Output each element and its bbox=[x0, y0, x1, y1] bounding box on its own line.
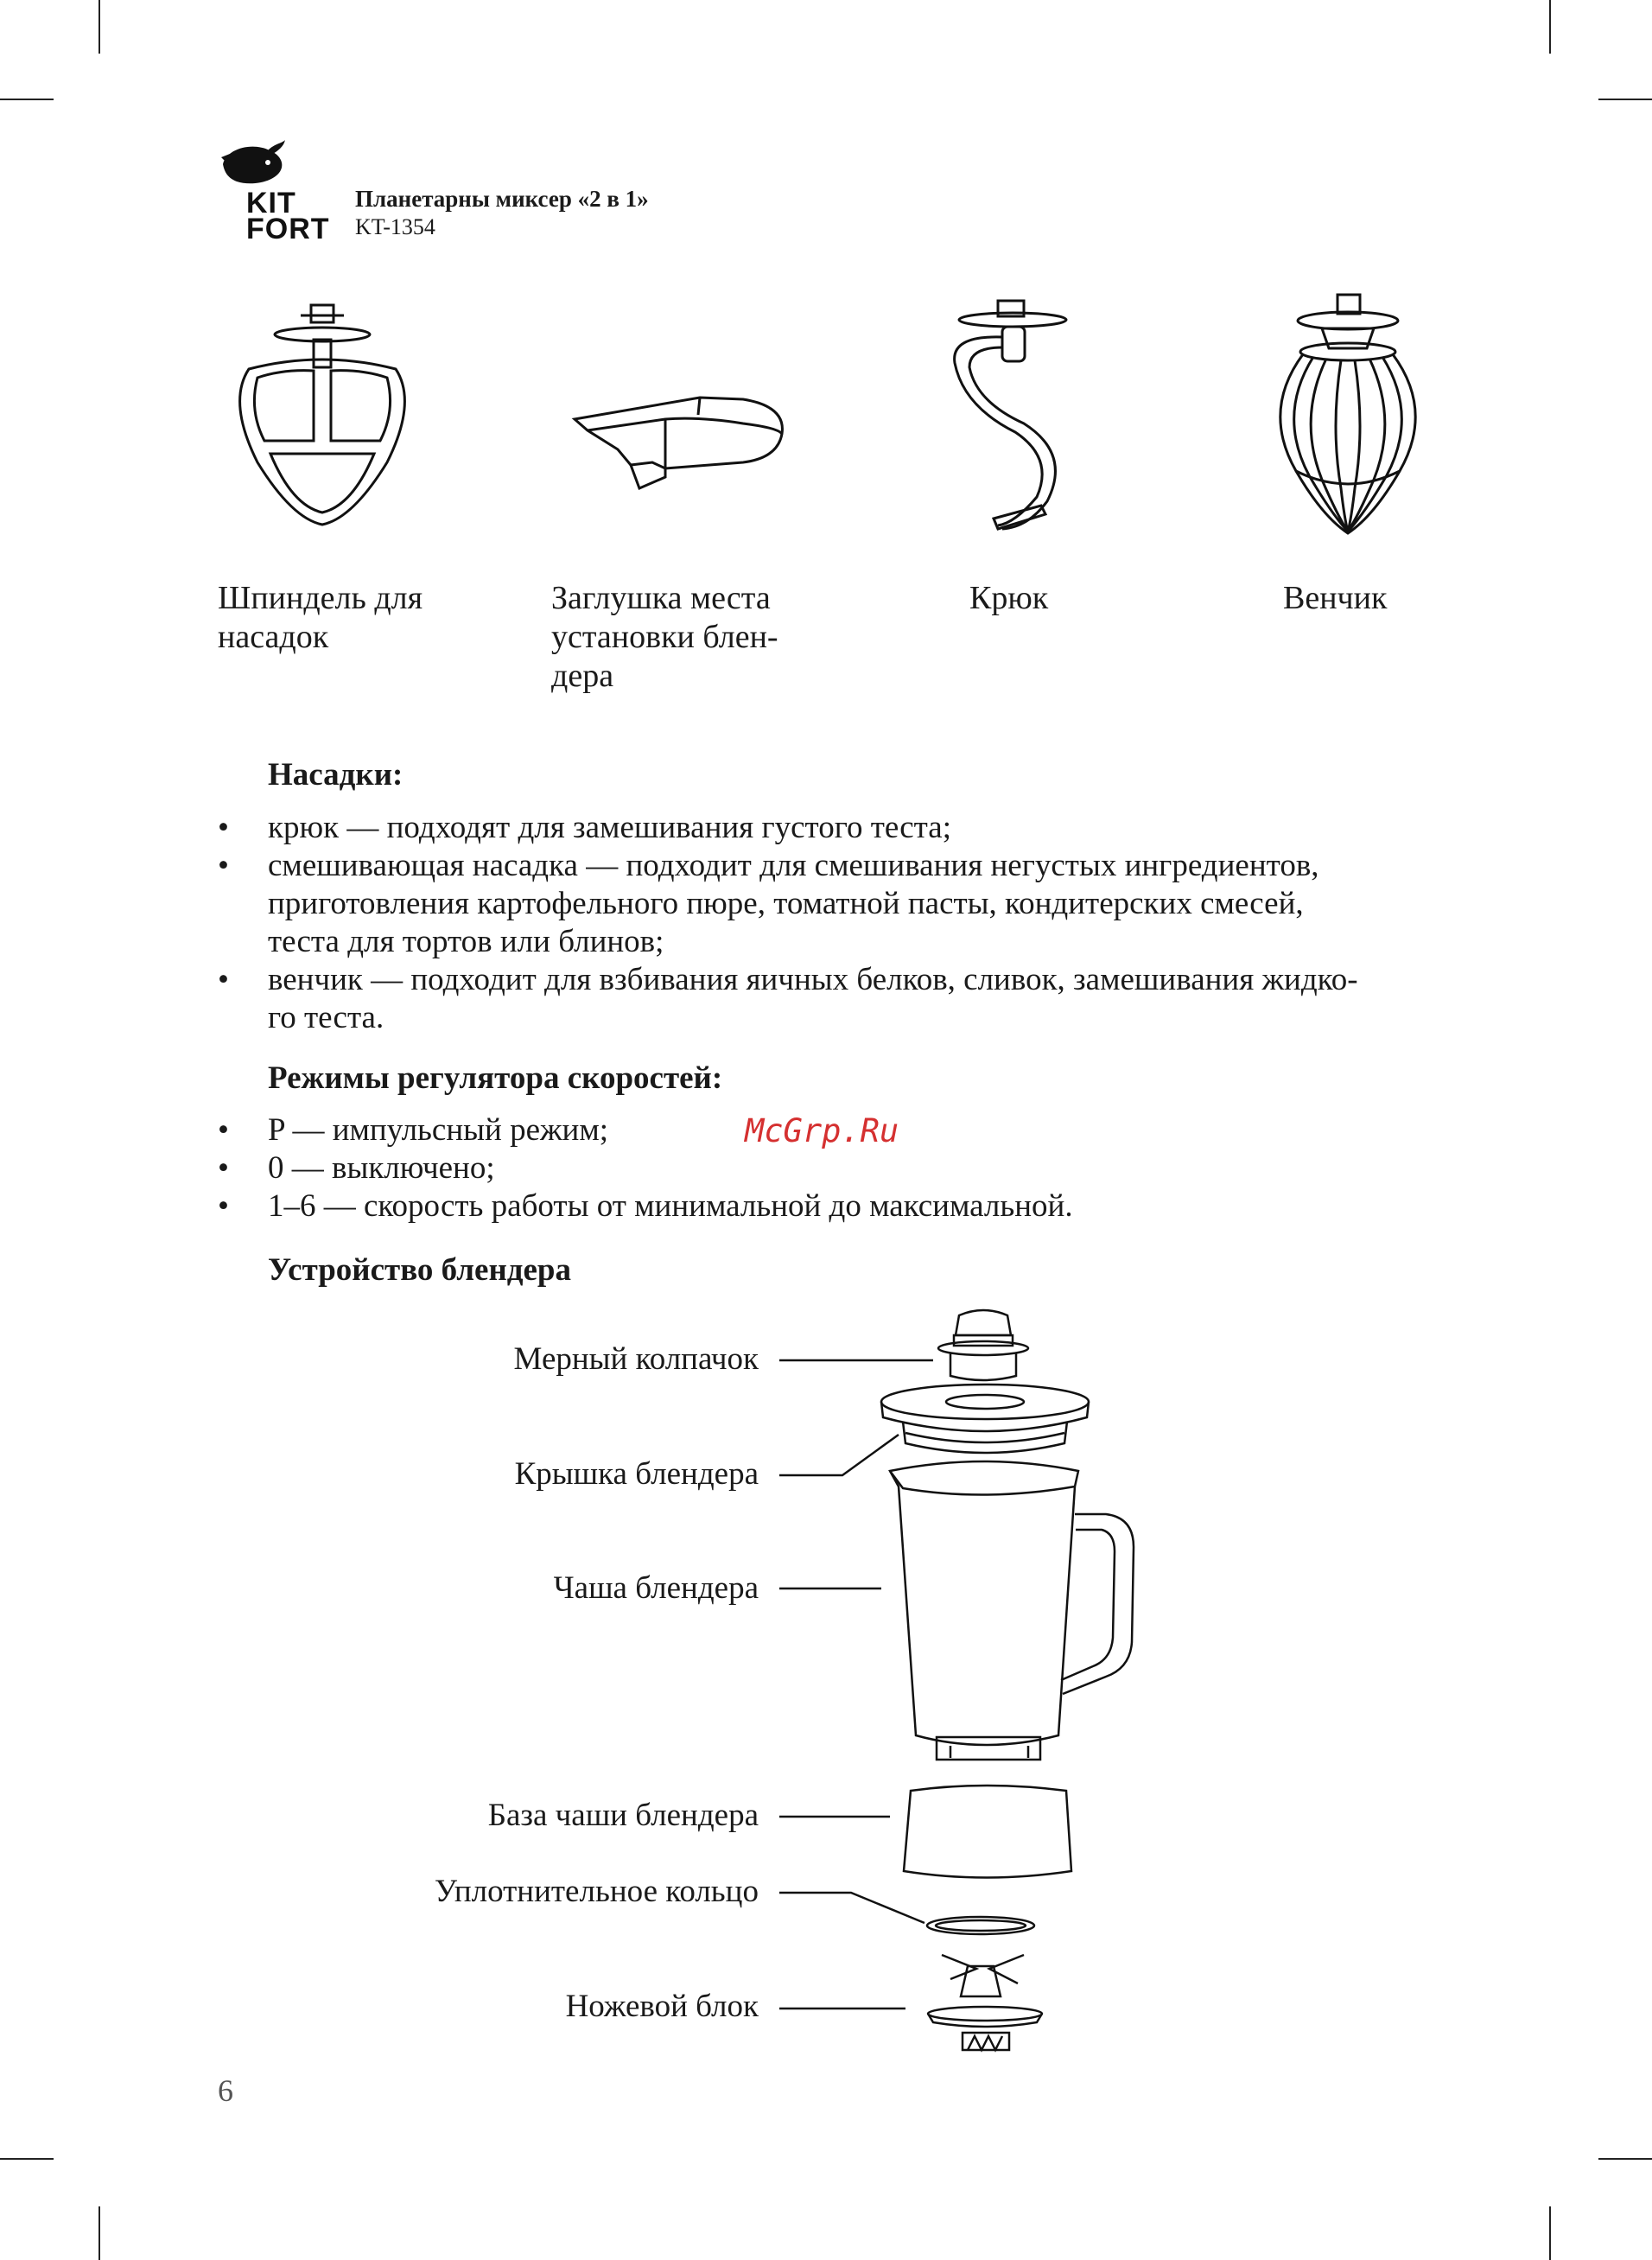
list-item: • крюк — подходят для замешивания густого теста; bbox=[218, 809, 1462, 847]
blade-unit-icon bbox=[928, 1955, 1042, 2050]
attachment-caption: Крюк bbox=[969, 580, 1049, 616]
list-item: • 1–6 — скорость работы от минимальной до максимальной. bbox=[218, 1187, 1462, 1225]
nozzles-heading: Насадки: bbox=[268, 757, 403, 793]
brand-line2: FORT bbox=[246, 213, 330, 245]
blender-heading: Устройство блендера bbox=[268, 1252, 571, 1288]
blender-label-seal: Уплотнительное кольцо bbox=[434, 1874, 759, 1909]
brand-line1: KIT bbox=[246, 187, 296, 220]
blender-lid-icon bbox=[881, 1385, 1089, 1453]
blender-label-jar: Чаша блендера bbox=[553, 1570, 759, 1606]
attachment-caption: Венчик bbox=[1283, 580, 1388, 616]
blender-label-lid: Крышка блендера bbox=[514, 1456, 759, 1492]
leader-line bbox=[779, 1893, 924, 1923]
blender-label-measuring-cap: Мерный колпачок bbox=[513, 1341, 759, 1377]
blender-label-base: База чаши блендера bbox=[487, 1798, 759, 1833]
watermark: McGrp.Ru bbox=[745, 1112, 899, 1149]
list-item: • P — импульсный режим; bbox=[218, 1111, 1462, 1149]
seal-ring-icon bbox=[927, 1917, 1034, 1934]
header-model: KT-1354 bbox=[355, 214, 435, 239]
list-item: • венчик — подходит для взбивания яичных белков, сливок, замешивания жидко- го теста. bbox=[218, 961, 1462, 1037]
blender-base-icon bbox=[904, 1786, 1071, 1878]
blender-label-blade: Ножевой блок bbox=[565, 1989, 759, 2024]
list-item: • 0 — выключено; bbox=[218, 1149, 1462, 1187]
leader-line bbox=[779, 1435, 899, 1475]
list-item: • смешивающая насадка — подходит для смешивания негустых ингредиентов, приготовления картофельного пюре, томатной пасты, кондитерских смесей, теста для тортов или блинов; bbox=[218, 847, 1462, 961]
blender-jar-icon bbox=[890, 1461, 1134, 1760]
speed-modes-heading: Режимы регулятора скоростей: bbox=[268, 1060, 723, 1096]
page-number: 6 bbox=[218, 2073, 233, 2108]
attachment-caption: Заглушка места установки блен- дера bbox=[551, 580, 778, 694]
header-title: Планетарны миксер «2 в 1» bbox=[355, 186, 649, 212]
attachment-caption: Шпиндель для насадок bbox=[218, 580, 423, 655]
measuring-cap-icon bbox=[938, 1310, 1028, 1380]
